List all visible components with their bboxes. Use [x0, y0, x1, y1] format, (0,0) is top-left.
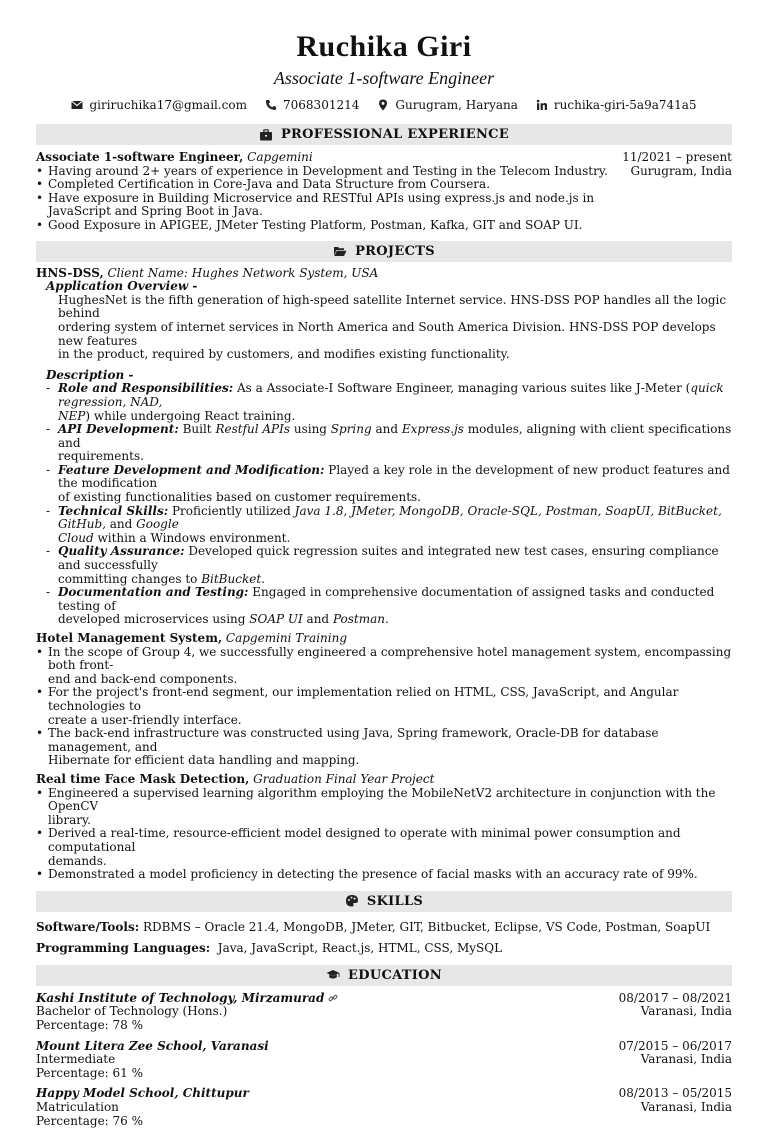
project-hotel-management: Hotel Management System, Capgemini Training • In the scope of Group 4, we successfully engineered a comprehensive hotel management system, encompassing both front- end and back-end components. • For the project's front-end segment, our implementation relied on HTML, CSS, JavaScript, and Angular technologies to create a user-friendly interface. • The back-end infrastructure was constructed using Java, Spring framework, Oracle-DB for database management, and Hibernate for efficient data handling and mapping.	[36, 631, 732, 768]
contact-linkedin[interactable]	[536, 98, 697, 112]
percentage: Percentage: 78 %	[36, 1018, 144, 1033]
project-bullet-cont: Hibernate for efficient data handling and mapping.	[48, 753, 360, 768]
contact-email[interactable]	[71, 98, 247, 112]
project-title: Real time Face Mask Detection,	[36, 771, 250, 786]
project-bullet: Derived a real-time, resource-efficient model designed to operate with minimal power consumption and computational	[48, 826, 681, 854]
phone-text: 7068301214	[283, 98, 360, 112]
percentage: Percentage: 61 %	[36, 1065, 144, 1080]
school-name: Kashi Institute of Technology, Mirzamurad	[36, 990, 325, 1005]
experience-entry: Associate 1-software Engineer, Capgemini 11/2021 – present • Having around 2+ years of experience in Development and Testing in the Telecom Industry. Gurugram, India • Completed Certification in Core-Java and Data Structure from Coursera. • Have exposure in Building Microservice and RESTful APIs using express.js and node.js in JavaScript and Spring Boot in Java. • Good Exposure in APIGEE, JMeter Testing Platform, Postman, Kafka, GIT and SOAP UI.	[36, 150, 732, 232]
item-text: Played a key role in the development of new product features and the modification	[58, 462, 730, 491]
item-italic: Postman	[332, 612, 385, 627]
percentage: Percentage: 76 %	[36, 1113, 144, 1128]
item-text: using	[290, 422, 331, 437]
project-bullet: Engineered a supervised learning algorithm employing the MobileNetV2 architecture in conjunction with the OpenCV	[48, 785, 716, 814]
item-text: and	[302, 612, 333, 627]
project-bullet: The back-end infrastructure was constructed using Java, Spring framework, Oracle-DB for database management, and	[48, 726, 659, 754]
item-text: modules, aligning with client specifications and	[58, 422, 732, 450]
item-text: Built	[178, 422, 216, 437]
overview-line: in the product, required by customers, and modifies existing functionality.	[58, 347, 510, 362]
item-italic: NEP	[58, 408, 86, 423]
education-location: Varanasi, India	[640, 1004, 732, 1019]
education-location: Varanasi, India	[640, 1100, 732, 1115]
item-italic: Cloud	[58, 530, 94, 545]
education-entry	[36, 992, 732, 1033]
school-name: Happy Model School, Chittupur	[36, 1086, 249, 1101]
degree: Bachelor of Technology (Hons.)	[36, 1004, 228, 1019]
item-key: Feature Development and Modification:	[58, 462, 325, 477]
project-bullet: For the project's front-end segment, our implementation relied on HTML, CSS, JavaScript, and Angular technologies to	[48, 685, 679, 713]
experience-bullet: Good Exposure in APIGEE, JMeter Testing Platform, Postman, Kafka, GIT and SOAP UI.	[48, 217, 583, 232]
project-bullet-cont: demands.	[48, 853, 107, 868]
role-title: Associate 1-software Engineer,	[36, 150, 244, 164]
education-dates: 08/2013 – 05/2015	[618, 1086, 732, 1101]
experience-location: Gurugram, India	[630, 163, 732, 178]
item-key: API Development:	[58, 422, 179, 437]
item-text: and	[105, 517, 137, 532]
item-text: As a Associate-I Software Engineer, managing various suites like J-Meter (	[233, 381, 691, 396]
section-title: PROFESSIONAL EXPERIENCE	[280, 127, 510, 142]
skills-value: RDBMS – Oracle 21.4, MongoDB, JMeter, GIT, Bitbucket, Eclipse, VS Code, Postman, SoapUI	[139, 919, 711, 934]
description-label: Description -	[46, 367, 134, 382]
school-name: Mount Litera Zee School, Varanasi	[36, 1038, 269, 1053]
palette-icon	[345, 894, 359, 908]
education-entry	[36, 1040, 732, 1081]
experience-bullet: Completed Certification in Core-Java and Data Structure from Coursera.	[48, 177, 491, 192]
contact-location	[377, 98, 518, 112]
item-text: ) while undergoing React training.	[85, 408, 296, 423]
project-sub: Graduation Final Year Project	[253, 771, 435, 786]
project-client: Client Name: Hughes Network System, USA	[107, 265, 379, 280]
project-bullet: In the scope of Group 4, we successfully engineered a comprehensive hotel management system, encompassing both front-	[48, 644, 732, 673]
item-key: Quality Assurance:	[58, 544, 185, 559]
envelope-icon	[71, 99, 83, 111]
item-key: Role and Responsibilities:	[58, 381, 234, 396]
item-key: Documentation and Testing:	[58, 585, 249, 600]
education-dates: 08/2017 – 08/2021	[618, 990, 732, 1005]
item-text: Proficiently utilized	[168, 503, 295, 518]
item-text: Developed quick regression suites and integrated new test cases, ensuring compliance and successfully	[58, 544, 719, 573]
location-text: Gurugram, Haryana	[395, 98, 518, 112]
section-header-skills	[36, 891, 732, 912]
project-title: Hotel Management System,	[36, 631, 223, 645]
experience-bullet: Having around 2+ years of experience in Development and Testing in the Telecom Industry.	[48, 163, 608, 178]
experience-bullet: Have exposure in Building Microservice and RESTful APIs using express.js and node.js in	[48, 190, 595, 205]
email-text: giriruchika17@gmail.com	[89, 98, 248, 112]
item-text: .	[261, 571, 265, 586]
section-header-education	[36, 965, 732, 986]
candidate-name: Ruchika Giri	[296, 30, 472, 63]
item-italic: Google	[136, 517, 179, 532]
job-title: Associate 1-software Engineer	[273, 68, 495, 88]
project-hns-dss	[36, 267, 732, 627]
graduation-cap-icon	[326, 968, 340, 982]
degree: Intermediate	[36, 1052, 116, 1067]
section-header-experience	[36, 124, 732, 145]
section-header-projects	[36, 241, 732, 262]
folder-open-icon	[333, 244, 347, 258]
skills-label: Software/Tools:	[36, 919, 140, 934]
item-italic: SOAP UI	[249, 612, 303, 627]
item-text: committing changes to	[58, 571, 202, 586]
skills-value: Java, JavaScript, React.js, HTML, CSS, MySQL	[210, 941, 503, 956]
item-text: of existing functionalities based on customer requirements.	[58, 490, 421, 505]
item-text: and	[371, 422, 402, 437]
company-name: Capgemini	[247, 150, 313, 164]
link-icon[interactable]	[328, 993, 338, 1003]
briefcase-icon	[259, 128, 273, 142]
phone-icon	[265, 99, 277, 111]
linkedin-text: ruchika-giri-5a9a741a5	[553, 98, 697, 112]
project-sub: Capgemini Training	[225, 631, 348, 645]
item-italic: Java 1.8, JMeter, MongoDB, Oracle-SQL, Postman, SoapUI, BitBucket, GitHub,	[58, 503, 722, 532]
item-text: Engaged in comprehensive documentation of assigned tasks and conducted testing of	[58, 585, 715, 613]
project-bullet-cont: end and back-end components.	[48, 671, 238, 686]
item-key: Technical Skills:	[58, 503, 169, 518]
overview-label: Application Overview -	[46, 279, 198, 294]
resume-page	[36, 0, 732, 1128]
skills-label: Programming Languages:	[36, 941, 211, 956]
contact-bar	[36, 98, 732, 112]
section-title: PROJECTS	[355, 243, 435, 259]
item-italic: Restful APIs	[215, 422, 291, 437]
item-text: .	[385, 612, 389, 627]
item-text: within a Windows environment.	[93, 530, 291, 545]
contact-phone[interactable]	[265, 98, 359, 112]
education-dates: 07/2015 – 06/2017	[618, 1038, 732, 1053]
item-text: requirements.	[58, 449, 144, 464]
education-entry	[36, 1087, 732, 1128]
section-title: EDUCATION	[348, 967, 442, 983]
linkedin-icon	[536, 99, 548, 111]
project-bullet-cont: create a user-friendly interface.	[48, 712, 242, 727]
education-location: Varanasi, India	[640, 1052, 732, 1067]
item-italic: BitBucket	[201, 571, 262, 586]
project-bullet-cont: library.	[48, 812, 91, 827]
item-italic: Spring	[330, 422, 372, 437]
skills-tools	[36, 921, 732, 935]
map-pin-icon	[377, 99, 389, 111]
experience-bullet-cont: JavaScript and Spring Boot in Java.	[48, 204, 263, 219]
description-list: - Role and Responsibilities: As a Associate-I Software Engineer, managing various suites like J-Meter (quick regression, NAD, NEP) while undergoing React training. - API Development: Built Restful APIs using Spring and Express.js modules, aligning with client specifications and requirements. - Feature Development and Modification: Played a key role in the development of new product features and the modification of existing functionalities based on customer requirements. - Technical Skills: Proficiently utilized Java 1.8, JMeter, MongoDB, Oracle-SQL, Postman, SoapUI, BitBucket, GitHub, and Google Cloud within a Windows environment. - Quality Assurance: Developed quick regression suites and integrated new test cases, ensuring compliance and successfully committing changes to BitBucket. - Documentation and Testing: Engaged in comprehensive documentation of assigned tasks and conducted testing of developed microservices using SOAP UI and Postman.	[46, 381, 732, 627]
degree: Matriculation	[36, 1100, 119, 1115]
project-bullet: Demonstrated a model proficiency in detecting the presence of facial masks with an accuracy rate of 99%.	[48, 867, 698, 882]
overview-line: HughesNet is the fifth generation of high-speed satellite Internet service. HNS-DSS POP handles all the logic behind	[58, 292, 727, 321]
item-italic: quick regression, NAD,	[58, 381, 724, 409]
overview-line: ordering system of internet services in North America and South America Division. HNS-DSS POP develops new features	[58, 319, 716, 348]
project-title: HNS-DSS,	[36, 265, 104, 280]
project-face-mask: Real time Face Mask Detection, Graduation Final Year Project • Engineered a supervised learning algorithm employing the MobileNetV2 architecture in conjunction with the OpenCV library. • Derived a real-time, resource-efficient model designed to operate with minimal power consumption and computational demands. • Demonstrated a model proficiency in detecting the presence of facial masks with an accuracy rate of 99%.	[36, 773, 732, 882]
experience-dates: 11/2021 – present	[622, 150, 732, 164]
skills-languages	[36, 942, 732, 956]
item-text: developed microservices using	[58, 612, 250, 627]
item-italic: Express.js	[401, 422, 464, 437]
section-title: SKILLS	[366, 893, 424, 909]
